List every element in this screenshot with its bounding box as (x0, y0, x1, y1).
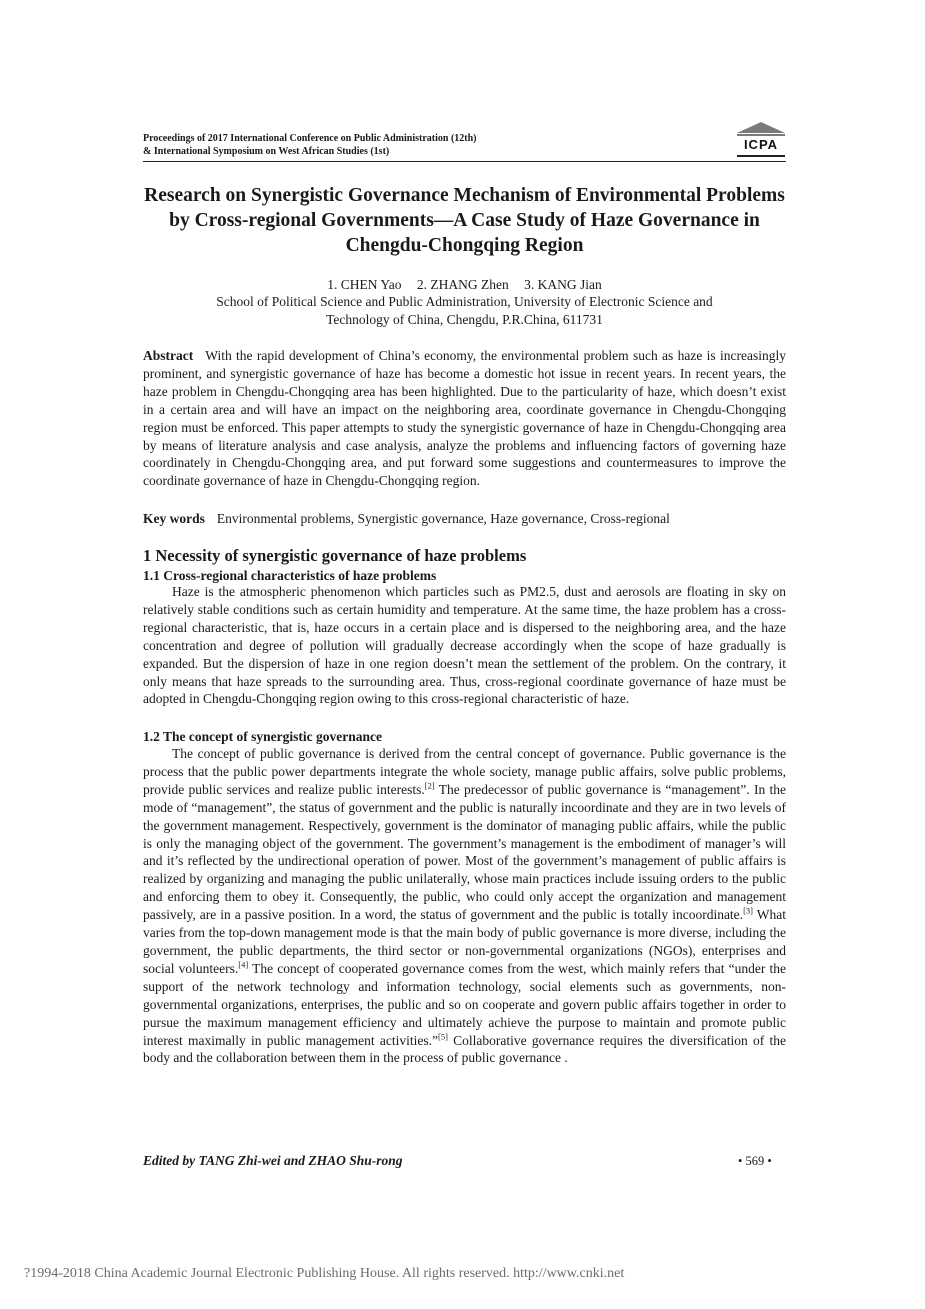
citation-ref[interactable]: [2] (424, 780, 435, 791)
citation-ref[interactable]: [5] (438, 1031, 448, 1041)
footer-editors: Edited by TANG Zhi-wei and ZHAO Shu-rong (143, 1153, 403, 1168)
paragraph-1-2 (143, 745, 786, 1067)
copyright-notice: ?1994-2018 China Academic Journal Electronic Publishing House. All rights reserved. http://www.cnki.net (24, 1266, 625, 1281)
running-header (143, 132, 786, 160)
header-conference-line: Proceedings of 2017 International Conference on Public Administration (12th) (143, 133, 477, 144)
header-rule (143, 161, 786, 162)
affiliation-line-1: School of Political Science and Public Administration, University of Electronic Science and (216, 294, 713, 309)
author-2: 2. ZHANG Zhen (416, 277, 509, 292)
paragraph-text: What varies from the top-down management mode is that the main body of public governance is more diverse, including the government, the public departments, the third sector or non-governmental organizations (NGOs), enterprises and social volunteers. (143, 907, 786, 976)
paragraph-1-1: Haze is the atmospheric phenomenon which particles such as PM2.5, dust and aerosols are floating in sky on relatively stable conditions such as certain humidity and temperature. At the same time, the haze problem has a cross-regional characteristic, that is, haze occurs in a certain place and is dispersed to the neighboring area, and the haze concentration and degree of pollution will gradually decrease accordingly when the scope of haze gradually is expanded. But the dispersion of haze in one region doesn’t mean the settlement of the problem. On the contrary, it only means that haze spreads to the surrounding area. Thus, cross-regional coordinate governance of haze must be adopted in Chengdu-Chongqing region owing to this cross-regional characteristic of haze. (143, 584, 786, 707)
affiliation-line-2: Technology of China, Chengdu, P.R.China, 611731 (326, 311, 603, 327)
keywords-text: Environmental problems, Synergistic governance, Haze governance, Cross-regional (216, 511, 670, 526)
citation-ref[interactable]: [4] (238, 959, 249, 970)
subsection-heading-1-1: 1.1 Cross-regional characteristics of haze problems (143, 568, 437, 583)
keywords-label: Key words (143, 511, 205, 526)
paragraph-text: The predecessor of public governance is “management”. In the mode of “management”, the status of government and the public is naturally incoordinate and they are in two levels of the government management. Respectively, government is the dominator of managing public affairs, while the public is only the managing object of the government. The government’s management is the embodiment of manager’s will and it’s reflected by the undirectional operation of power. Most of the government’s management of public affairs is realized by organizing and managing the public unilaterally, whose main practices include issuing orders to the public and enforcing them to obey it. Consequently, the public, who could only accept the organization and management passively, are in a passive position. In a word, the status of government and the public is totally incoordinate. (143, 781, 786, 923)
paragraph-text: The concept of cooperated governance comes from the west, which mainly refers that “under the support of the network technology and information technology, social elements such as governments, non-governmental organizations, enterprises, the public and so on cooperate and govern public affairs together in order to pursue the maximum management efficiency and ultimately achieve the purpose to maintain and promote public interest maximally in public management activities.” (143, 960, 786, 1048)
paragraph-text: Collaborative governance requires the diversification of the body and the collaboration between them in the process of public governance . (143, 1032, 786, 1066)
logo-text: ICPA (743, 137, 779, 152)
author-1: 1. CHEN Yao (327, 277, 402, 292)
affiliation (143, 293, 786, 328)
citation-ref[interactable]: [3] (743, 905, 753, 916)
abstract (143, 347, 786, 490)
subsection-heading-1-2: 1.2 The concept of synergistic governance (143, 729, 382, 744)
paragraph-text: The concept of public governance is derived from the central concept of governance. Public governance is the process that the public power departments integrate the whole society, manage public affairs, solve public problems, provide public services and realize public interests. (143, 746, 786, 797)
keywords (143, 510, 786, 528)
abstract-text: With the rapid development of China’s economy, the environmental problem such as haze is increasingly prominent, and synergistic governance of haze has become a domestic hot issue in recent years. In recent years, the haze problem in Chengdu-Chongqing area has been highlighted. Due to the particularity of haze, which doesn’t exist in a certain area and will have an impact on the neighboring area, coordinate governance in Chengdu-Chongqing region must be enforced. This paper attempts to study the synergistic governance of haze in Chengdu-Chongqing area by means of literature analysis and case analysis, analyze the problems and influencing factors of governing haze coordinately in Chengdu-Chongqing area, and put forward some suggestions and countermeasures to improve the coordinate governance of haze in Chengdu-Chongqing region. (143, 348, 786, 489)
icpa-logo (735, 122, 787, 158)
page-number: • 569 • (738, 1154, 772, 1168)
author-3: 3. KANG Jian (524, 277, 602, 292)
author-list (143, 276, 786, 293)
paper-title: Research on Synergistic Governance Mechanism of Environmental Problems by Cross-regional Governments—A Case Study of Haze Governance in Chengdu-Chongqing Region (144, 185, 785, 256)
abstract-label: Abstract (143, 348, 194, 363)
header-symposium-line: & International Symposium on West African Studies (1st) (143, 146, 390, 157)
section-heading: 1 Necessity of synergistic governance of haze problems (143, 546, 527, 565)
